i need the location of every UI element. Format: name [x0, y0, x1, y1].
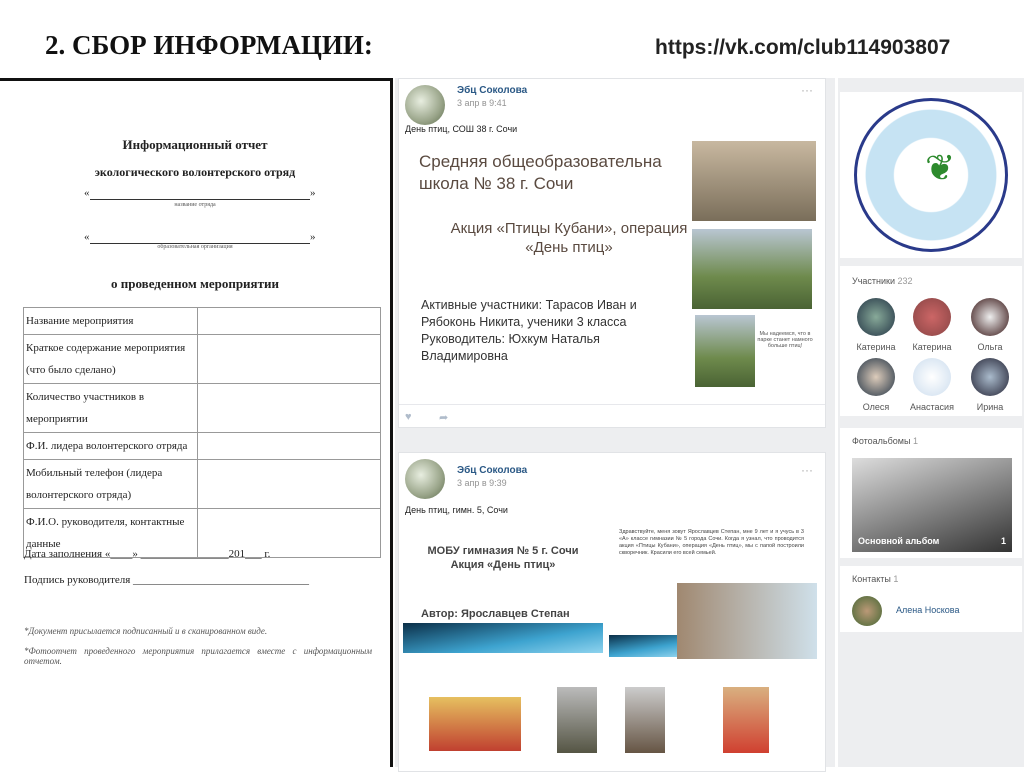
post-author[interactable]: Эбц Соколова: [457, 85, 528, 96]
member-item[interactable]: Анастасия: [904, 358, 960, 412]
slide-action: Акция «Птицы Кубани», операция «День птиц»: [450, 220, 688, 256]
album-name: Основной альбом: [858, 536, 940, 546]
wall-post: [398, 452, 826, 772]
albums-label: Фотоальбомы: [852, 436, 911, 446]
wall-post: [398, 78, 826, 428]
member-item[interactable]: Олеся: [848, 358, 904, 412]
album-cover[interactable]: [852, 458, 1012, 552]
share-icon[interactable]: ➦: [439, 412, 449, 424]
quote-close: »: [310, 187, 316, 199]
squad-name-line: [90, 199, 310, 200]
like-icon[interactable]: ♥: [405, 411, 412, 423]
group-url[interactable]: https://vk.com/club114903807: [655, 36, 951, 59]
post-photo[interactable]: [723, 687, 769, 753]
row-value: [198, 308, 381, 335]
post-photo[interactable]: [625, 687, 665, 753]
table-row: [24, 433, 381, 460]
quote-open-2: «: [84, 231, 90, 243]
member-avatar: [913, 358, 951, 396]
album-photo-count: 1: [1000, 536, 1006, 546]
report-table: [23, 307, 381, 558]
post-text: День птиц, гимн. 5, Сочи: [405, 505, 508, 515]
post-date[interactable]: 3 апр в 9:39: [457, 478, 507, 488]
note-photo-report: *Фотоотчет проведенного мероприятия прилагается вместе с информационным отчетом.: [24, 646, 372, 666]
doc-title-2: экологического волонтерского отряд: [94, 165, 296, 179]
row-label: Ф.И. лидера волонтерского отряда: [24, 433, 198, 460]
row-label: Мобильный телефон (лидера волонтерского отряда): [24, 460, 198, 509]
slide-decor-stripe: [609, 635, 679, 657]
contact-avatar[interactable]: [852, 596, 882, 626]
member-avatar: [857, 358, 895, 396]
post-photo[interactable]: [692, 229, 812, 309]
post-author[interactable]: Эбц Соколова: [457, 465, 528, 476]
report-form-document: [0, 78, 393, 767]
post-photo[interactable]: [557, 687, 597, 753]
contact-name[interactable]: Алена Носкова: [896, 605, 960, 615]
slide-author: Автор: Ярославцев Степан: [421, 608, 570, 620]
members-label: Участники: [852, 276, 895, 286]
photo-caption: Мы надеемся, что в парке станет намного больше птиц!: [757, 331, 813, 349]
row-value: [198, 384, 381, 433]
row-value: [198, 335, 381, 384]
contacts-header[interactable]: [852, 574, 898, 584]
row-label: Краткое содержание мероприятия (что было сделано): [24, 335, 198, 384]
slide-leader: Руководитель: Юхкум Наталья Владимировна: [421, 332, 600, 363]
squad-name-caption: название отряда: [174, 202, 216, 208]
more-icon[interactable]: ···: [801, 83, 813, 97]
albums-card: [840, 428, 1022, 558]
post-photo[interactable]: [692, 141, 816, 221]
member-item[interactable]: Катерина: [904, 298, 960, 352]
post-photo[interactable]: [429, 697, 521, 751]
table-row: [24, 308, 381, 335]
table-row: [24, 384, 381, 433]
member-item[interactable]: Ольга: [962, 298, 1018, 352]
vk-wall: [395, 78, 835, 767]
slide-school: Средняя общеобразовательна школа № 38 г. Сочи: [419, 152, 662, 193]
slide-school: МОБУ гимназия № 5 г. Сочи: [427, 545, 579, 557]
note-scanned: *Документ присылается подписанный и в сканированном виде.: [24, 626, 268, 636]
quote-close-2: »: [310, 231, 316, 243]
member-avatar: [913, 298, 951, 336]
slide-story: Здравствуйте, меня зовут Ярославцев Степан, мне 9 лет и я учусь в 3 «А» классе гимназии № 5 города Сочи. Когда я узнал, что проводится акция «Птицы Кубани», операция «День птиц», мы с папой построили скворечник. Красили его всей семьей.: [619, 529, 804, 556]
row-label: Ф.И.О. руководителя, контактные данные: [24, 509, 198, 558]
member-avatar: [971, 298, 1009, 336]
leaf-icon: ❦: [925, 147, 956, 188]
member-item[interactable]: Ирина: [962, 358, 1018, 412]
doc-title: Информационный отчет: [122, 137, 268, 152]
group-logo[interactable]: [854, 98, 1008, 252]
post-date[interactable]: 3 апр в 9:41: [457, 98, 507, 108]
post-photo[interactable]: [695, 315, 755, 387]
slide-decor-stripe: [403, 623, 603, 653]
post-text: День птиц, СОШ 38 г. Сочи: [405, 124, 518, 134]
row-label: Количество участников в мероприятии: [24, 384, 198, 433]
row-label: Название мероприятия: [24, 308, 198, 335]
post-photo[interactable]: [677, 583, 817, 659]
slide-title: 2. СБОР ИНФОРМАЦИИ:: [45, 30, 373, 60]
author-avatar[interactable]: [405, 459, 445, 499]
table-row: [24, 335, 381, 384]
slide-action: Акция «День птиц»: [450, 559, 556, 571]
member-avatar: [971, 358, 1009, 396]
member-item[interactable]: Катерина: [848, 298, 904, 352]
signature-line: Подпись руководителя ________________________________: [24, 574, 310, 586]
author-avatar[interactable]: [405, 85, 445, 125]
divider: [399, 404, 825, 405]
more-icon[interactable]: ···: [801, 463, 813, 477]
slide-participants: Активные участники: Тарасов Иван и Рябоконь Никита, ученики 3 класса: [421, 298, 637, 329]
group-sidebar: [838, 78, 1024, 767]
table-row: [24, 460, 381, 509]
albums-header[interactable]: [852, 436, 918, 446]
members-header[interactable]: [852, 276, 913, 286]
row-value: [198, 433, 381, 460]
contacts-count: 1: [893, 574, 899, 584]
date-line: Дата заполнения «____» ________________201___ г.: [24, 548, 271, 560]
doc-subtitle: о проведенном мероприятии: [111, 276, 279, 291]
member-avatar: [857, 298, 895, 336]
albums-count: 1: [912, 436, 918, 446]
members-count: 232: [897, 276, 913, 286]
row-value: [198, 460, 381, 509]
group-logo-card: [840, 92, 1022, 258]
members-card: [840, 266, 1022, 416]
contacts-label: Контакты: [852, 574, 891, 584]
contacts-card: [840, 566, 1022, 632]
quote-open: «: [84, 187, 90, 199]
organization-caption: образовательная организация: [157, 244, 233, 250]
